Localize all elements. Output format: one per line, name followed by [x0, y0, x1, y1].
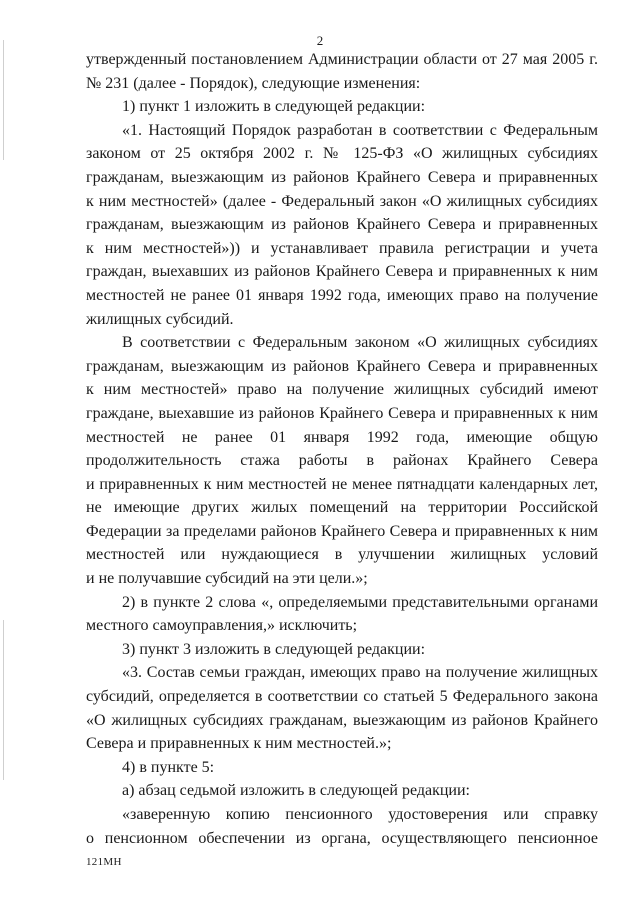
page-number: 2 [316, 33, 324, 48]
text-line: о пенсионном обеспечении из органа, осуществляющего пенсионное [86, 829, 598, 847]
text-line: «О жилищных субсидиях гражданам, выезжающим из районов Крайнего [86, 711, 598, 729]
text-line: законом от 25 октября 2002 г. № 125-ФЗ «О жилищных субсидиях [86, 145, 598, 163]
text-line: граждан, выехавших из районов Крайнего Севера и приравненных к ним [86, 263, 598, 281]
text-line: к ним местностей» право на получение жилищных субсидий имеют [86, 381, 598, 399]
text-line: местностей или нуждающиеся в улучшении жилищных условий [86, 546, 598, 564]
text-line: продолжительность стажа работы в районах Крайнего Севера [86, 452, 598, 470]
text-line: и не получавшие субсидий на эти цели.»; [86, 570, 368, 588]
text-line: Федерации за пределами районов Крайнего Севера и приравненных к ним [86, 522, 598, 540]
text-line: граждане, выехавшие из районов Крайнего Севера и приравненных к ним [86, 404, 598, 422]
text-line: гражданам, выезжающим из районов Крайнего Севера и приравненных [86, 216, 598, 234]
text-line: не имеющие других жилых помещений на территории Российской [86, 499, 598, 517]
text-line: 3) пункт 3 изложить в следующей редакции: [122, 640, 426, 658]
text-line: утвержденный постановлением Администрации области от 27 мая 2005 г. [86, 51, 598, 68]
text-line: 4) в пункте 5: [122, 758, 215, 776]
text-line: гражданам, выезжающим из районов Крайнего Севера и приравненных [86, 357, 598, 375]
scan-margin-mark-bottom [3, 620, 4, 780]
footer-document-code: 121МН [86, 856, 122, 868]
text-line: местностей не ранее 01 января 1992 года, имеющих право на получение [86, 286, 598, 304]
text-line: Севера и приравненных к ним местностей.»; [86, 735, 392, 753]
text-line: к ним местностей»)) и устанавливает правила регистрации и учета [86, 239, 598, 257]
text-line: а) абзац седьмой изложить в следующей редакции: [122, 782, 470, 800]
text-line: местностей не ранее 01 января 1992 года, имеющие общую [86, 428, 598, 446]
document-body [86, 48, 598, 850]
text-line: № 231 (далее - Порядок), следующие изменения: [86, 74, 421, 92]
text-line: к ним местностей» (далее - Федеральный закон «О жилищных субсидиях [86, 192, 598, 210]
text-line: «1. Настоящий Порядок разработан в соответствии с Федеральным [122, 121, 598, 139]
text-line: субсидий, определяется в соответствии со статьей 5 Федерального закона [86, 688, 598, 706]
text-line: 1) пункт 1 изложить в следующей редакции: [122, 98, 426, 116]
text-line: местного самоуправления,» исключить; [86, 617, 358, 635]
text-line: жилищных субсидий. [86, 310, 234, 328]
text-line: В соответствии с Федеральным законом «О жилищных субсидиях [122, 334, 598, 352]
text-line: «3. Состав семьи граждан, имеющих право на получение жилищных [122, 664, 598, 682]
text-line: гражданам, выезжающим из районов Крайнего Севера и приравненных [86, 168, 598, 186]
text-line: «заверенную копию пенсионного удостоверения или справку [122, 806, 598, 823]
scan-margin-mark-top [3, 40, 4, 160]
text-line: и приравненных к ним местностей не менее пятнадцати календарных лет, [86, 475, 598, 493]
text-line: 2) в пункте 2 слова «, определяемыми представительными органами [122, 593, 598, 611]
